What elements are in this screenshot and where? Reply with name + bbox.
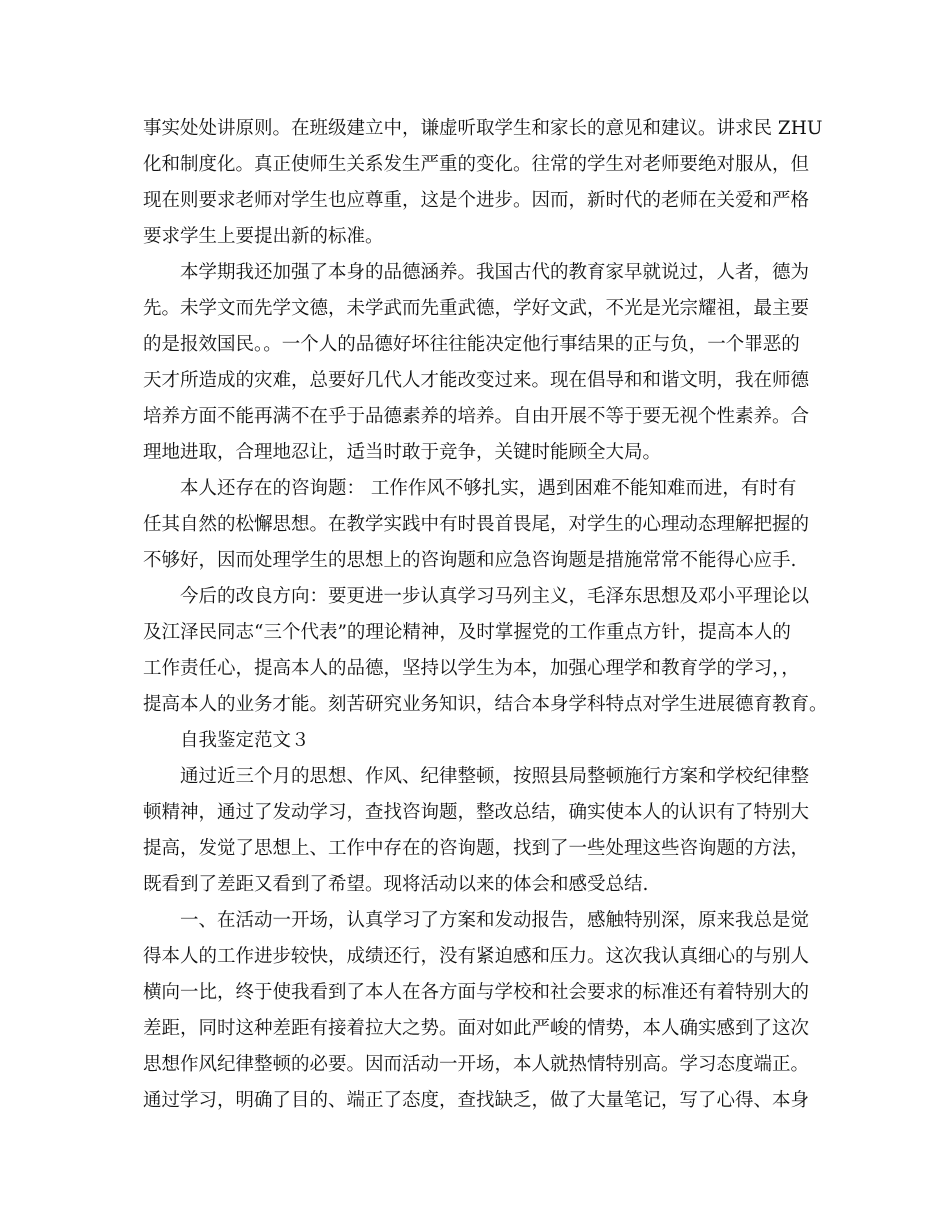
text-line: 自我鉴定范文３ [180, 730, 310, 751]
document-body [143, 111, 828, 1119]
text-line: 得本人的工作进步较快，成绩还行，没有紧迫感和压力。这次我认真细心的与别人 [143, 946, 810, 967]
text-line: 事实处处讲原则。在班级建立中，谦虚听取学生和家长的意见和建议。讲求民 ZHU [143, 118, 823, 139]
text-line: 不够好，因而处理学生的思想上的咨询题和应急咨询题是措施常常不能得心应手. [143, 550, 797, 571]
text-line: 通过近三个月的思想、作风、纪律整顿，按照县局整顿施行方案和学校纪律整 [180, 766, 810, 787]
text-line: 现在则要求老师对学生也应尊重，这是个进步。因而，新时代的老师在关爱和严格 [143, 190, 810, 211]
text-line: 通过学习，明确了目的、端正了态度，查找缺乏，做了大量笔记，写了心得、本身 [143, 1090, 810, 1111]
text-line: 差距，同时这种差距有接着拉大之势。面对如此严峻的情势，本人确实感到了这次 [143, 1018, 810, 1039]
text-line: 任其自然的松懈思想。在教学实践中有时畏首畏尾，对学生的心理动态理解把握的 [143, 514, 810, 535]
text-line: 提高，发觉了思想上、工作中存在的咨询题，找到了一些处理这些咨询题的方法， [143, 838, 810, 859]
text-line: 横向一比，终于使我看到了本人在各方面与学校和社会要求的标准还有着特别大的 [143, 982, 810, 1003]
text-line: 及江泽民同志“三个代表”的理论精神，及时掌握党的工作重点方针，提高本人的 [143, 622, 791, 643]
text-line: 顿精神，通过了发动学习，查找咨询题，整改总结，确实使本人的认识有了特别大 [143, 802, 810, 823]
text-line: 培养方面不能再满不在乎于品德素养的培养。自由开展不等于要无视个性素养。合 [143, 406, 810, 427]
text-line: 提高本人的业务才能。刻苦研究业务知识，结合本身学科特点对学生进展德育教育。 [143, 694, 828, 715]
text-line: 工作责任心，提高本人的品德，坚持以学生为本，加强心理学和教育学的学习，， [143, 658, 800, 679]
text-line: 先。未学文而先学文德，未学武而先重武德，学好文武，不光是光宗耀祖，最主要 [143, 298, 810, 319]
text-line: 今后的改良方向：要更进一步认真学习马列主义，毛泽东思想及邓小平理论以 [180, 586, 810, 607]
text-line: 天才所造成的灾难，总要好几代人才能改变过来。现在倡导和和谐文明，我在师德 [143, 370, 810, 391]
text-line: 化和制度化。真正使师生关系发生严重的变化。往常的学生对老师要绝对服从，但 [143, 154, 810, 175]
text-line: 一、在活动一开场，认真学习了方案和发动报告，感触特别深，原来我总是觉 [180, 910, 810, 931]
text-line: 的是报效国民。。一个人的品德好坏往往能决定他行事结果的正与负，一个罪恶的 [143, 334, 800, 355]
text-line: 思想作风纪律整顿的必要。因而活动一开场，本人就热情特别高。学习态度端正。 [143, 1054, 810, 1075]
text-line: 本人还存在的咨询题： 工作作风不够扎实，遇到困难不能知难而进，有时有 [180, 478, 797, 499]
text-line: 要求学生上要提出新的标准。 [143, 226, 384, 247]
text-line: 既看到了差距又看到了希望。现将活动以来的体会和感受总结. [143, 874, 649, 895]
text-line: 本学期我还加强了本身的品德涵养。我国古代的教育家早就说过，人者，德为 [180, 262, 810, 283]
text-line: 理地进取，合理地忍让，适当时敢于竞争，关键时能顾全大局。 [143, 442, 662, 463]
